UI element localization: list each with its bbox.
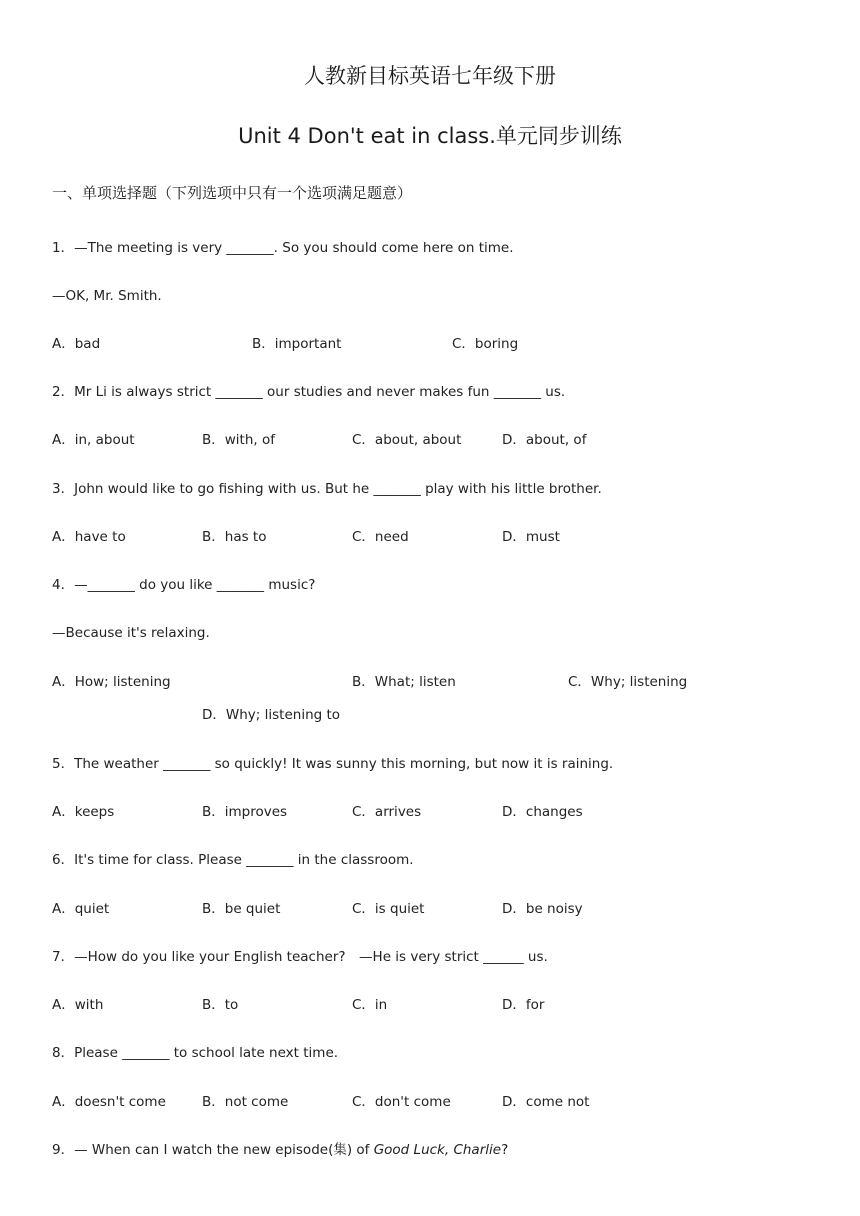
question-8-option-d[interactable]: D．come not <box>502 1094 590 1110</box>
question-6-option-b[interactable]: B．be quiet <box>202 901 281 917</box>
question-9-show-title: Good Luck, Charlie <box>373 1142 502 1158</box>
question-2-option-d[interactable]: D．about, of <box>502 432 587 448</box>
question-5-option-a[interactable]: A．keeps <box>52 804 115 820</box>
section-heading: 一、单项选择题（下列选项中只有一个选项满足题意） <box>52 184 413 202</box>
question-3-stem: 3．John would like to go fishing with us. But he _______ play with his little brother. <box>52 481 602 497</box>
question-4-stem: 4．—_______ do you like _______ music? <box>52 577 316 593</box>
question-8-option-c[interactable]: C．don't come <box>352 1094 451 1110</box>
question-8-option-b[interactable]: B．not come <box>202 1094 289 1110</box>
question-1-option-c[interactable]: C．boring <box>452 336 519 352</box>
question-4-option-c[interactable]: C．Why; listening <box>568 674 688 690</box>
question-2-option-c[interactable]: C．about, about <box>352 432 462 448</box>
question-4-option-a[interactable]: A．How; listening <box>52 674 171 690</box>
question-8-stem: 8．Please _______ to school late next time. <box>52 1045 339 1061</box>
question-1-response: —OK, Mr. Smith. <box>52 288 162 304</box>
question-7-option-c[interactable]: C．in <box>352 997 388 1013</box>
document-title: 人教新目标英语七年级下册 <box>304 64 556 88</box>
question-9-prefix: 9．— When can I watch the new episode(集) of <box>52 1142 374 1158</box>
question-6-stem: 6．It's time for class. Please _______ in the classroom. <box>52 852 414 868</box>
question-6-option-d[interactable]: D．be noisy <box>502 901 583 917</box>
question-7-option-b[interactable]: B．to <box>202 997 239 1013</box>
question-4-option-d[interactable]: D．Why; listening to <box>202 707 341 723</box>
question-9-suffix: ? <box>501 1142 509 1158</box>
question-2-option-a[interactable]: A．in, about <box>52 432 135 448</box>
question-1-option-a[interactable]: A．bad <box>52 336 101 352</box>
question-8-option-a[interactable]: A．doesn't come <box>52 1094 166 1110</box>
question-3-option-a[interactable]: A．have to <box>52 529 126 545</box>
question-9-stem <box>52 1141 508 1159</box>
question-3-option-b[interactable]: B．has to <box>202 529 267 545</box>
question-7-stem: 7．—How do you like your English teacher? —He is very strict ______ us. <box>52 949 548 965</box>
document-subtitle: Unit 4 Don't eat in class.单元同步训练 <box>238 124 622 148</box>
question-5-stem: 5．The weather _______ so quickly! It was sunny this morning, but now it is raining. <box>52 756 614 772</box>
question-4-response: —Because it's relaxing. <box>52 625 210 641</box>
question-2-option-b[interactable]: B．with, of <box>202 432 275 448</box>
question-5-option-c[interactable]: C．arrives <box>352 804 422 820</box>
question-7-option-a[interactable]: A．with <box>52 997 104 1013</box>
question-6-option-c[interactable]: C．is quiet <box>352 901 425 917</box>
question-7-option-d[interactable]: D．for <box>502 997 545 1013</box>
question-3-option-d[interactable]: D．must <box>502 529 560 545</box>
question-2-stem: 2．Mr Li is always strict _______ our studies and never makes fun _______ us. <box>52 384 566 400</box>
question-5-option-d[interactable]: D．changes <box>502 804 583 820</box>
question-3-option-c[interactable]: C．need <box>352 529 409 545</box>
question-1-option-b[interactable]: B．important <box>252 336 342 352</box>
question-1-stem: 1．—The meeting is very _______. So you should come here on time. <box>52 240 514 256</box>
question-4-option-b[interactable]: B．What; listen <box>352 674 456 690</box>
question-6-option-a[interactable]: A．quiet <box>52 901 110 917</box>
question-5-option-b[interactable]: B．improves <box>202 804 288 820</box>
